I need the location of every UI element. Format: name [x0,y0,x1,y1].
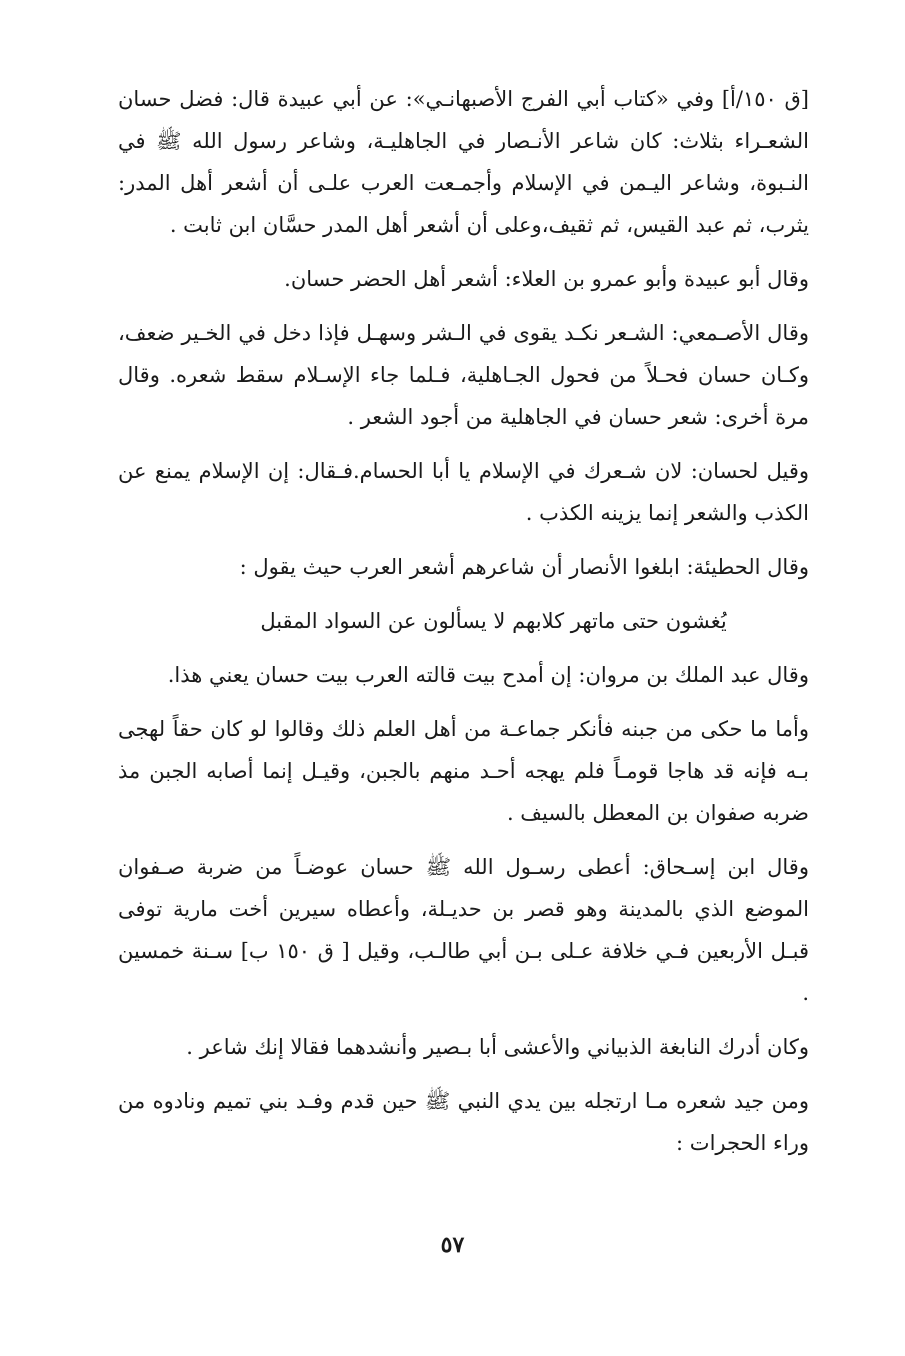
paragraph-hassan-islam: وقيل لحسان: لان شـعرك في الإسلام يا أبا الحسام.فـقال: إن الإسلام يمنع عن الكذب والشعر إنما يزينه الكذب . [118,459,809,525]
paragraph-abu-ubaida: وقال أبو عبيدة وأبو عمرو بن العلاء: أشعر أهل الحضر حسان. [284,267,809,291]
paragraph-asmai: وقال الأصـمعي: الشـعر نكـد يقوى في الـشر وسهـل فإذا دخل في الخـير ضعف، وكـان حسان فحـلاً من فحول الجـاهلية، فـلما جاء الإسـلام سقط شعره. وقال مرة أخرى: شعر حسان في الجاهلية من أجود الشعر . [118,321,809,429]
paragraph-best-poetry: ومن جيد شعره مـا ارتجله بين يدي النبي ﷺ حين قدم وفـد بني تميم ونادوه من وراء الحجرات : [118,1089,809,1155]
paragraph-cowardice: وأما ما حكى من جبنه فأنكر جماعـة من أهل العلم ذلك وقالوا لو كان حقاً لهجى بـه فإنه قد هاجا قومـاً فلم يهجه أحـد منهم بالجبن، وقيـل إنما أصابه الجبن مذ ضربه صفوان بن المعطل بالسيف . [118,717,809,825]
paragraph-ibn-ishaq: وقال ابن إسـحاق: أعطى رسـول الله ﷺ حسان عوضـاً من ضربة صـفوان الموضع الذي بالمدينة وهو قصر بن حديـلة، وأعطاه سيرين أخت مارية توفى قبـل الأربعين فـي خلافة عـلى بـن أبي طالـب، وقيل [ ق ١٥٠ ب] سـنة خمسين . [118,855,809,1005]
paragraph-hutaya: وقال الحطيئة: ابلغوا الأنصار أن شاعرهم أشعر العرب حيث يقول : [239,555,809,579]
paragraph-hassan-virtues: [ق ١٥٠/أ] وفي «كتاب أبي الفرج الأصبهانـي»: عن أبي عبيدة قال: فضل حسان الشعـراء بثلاث: كان شاعر الأنـصار في الجاهليـة، وشاعر رسول الله ﷺ في النـبوة، وشاعر اليـمن في الإسلام وأجمـعت العرب علـى أن أشعر أهل المدر: يثرب، ثم عبد القيس، ثم ثقيف،وعلى أن أشعر أهل المدر حسَّان ابن ثابت . [118,87,809,237]
poem-verse: يُغشون حتى ماتهر كلابهم لا يسألون عن السواد المقبل [260,609,727,633]
paragraph-abd-almalik: وقال عبد الملك بن مروان: إن أمدح بيت قالته العرب بيت حسان يعني هذا. [167,663,809,687]
page-number: ٥٧ [440,1232,465,1258]
paragraph-nabigha: وكان أدرك النابغة الذبياني والأعشى أبا بـصير وأنشدهما فقالا إنك شاعر . [186,1035,809,1059]
